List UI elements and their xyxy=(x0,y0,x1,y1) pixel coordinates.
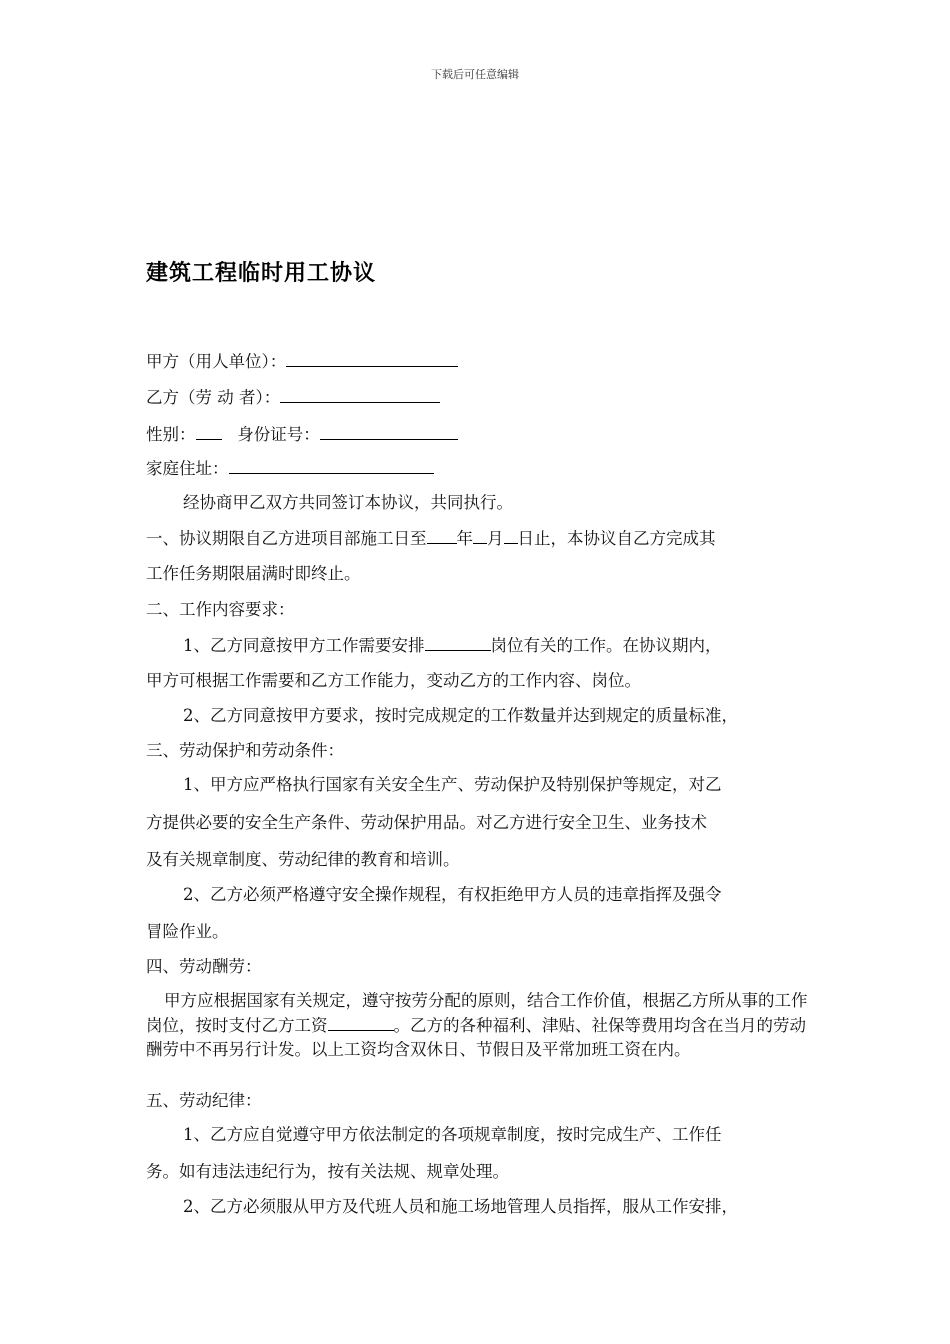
section-5-item-1-cont: 务。如有违法违纪行为，按有关法规、规章处理。 xyxy=(146,1162,509,1181)
gender-id-line xyxy=(146,422,816,446)
intro-text: 经协商甲乙双方共同签订本协议，共同执行。 xyxy=(183,493,513,512)
section-2-item-1-text-a: 1、乙方同意按甲方工作需要安排 xyxy=(183,636,425,655)
section-3-item-2-cont: 冒险作业。 xyxy=(146,922,229,941)
section-1-month-blank[interactable] xyxy=(473,526,487,544)
section-4-heading: 四、劳动酬劳： xyxy=(146,957,262,976)
section-3-item-1: 1、甲方应严格执行国家有关安全生产、劳动保护及特别保护等规定，对乙 xyxy=(183,775,722,794)
section-2-heading: 二、工作内容要求： xyxy=(146,600,295,619)
gender-blank[interactable] xyxy=(196,422,222,440)
section-2-item-1-cont: 甲方可根据工作需要和乙方工作能力，变动乙方的工作内容、岗位。 xyxy=(146,671,641,690)
section-3-item-1-cont-1: 方提供必要的安全生产条件、劳动保护用品。对乙方进行安全卫生、业务技术 xyxy=(146,813,707,832)
section-4-paragraph xyxy=(146,989,818,1062)
party-a-blank[interactable] xyxy=(286,349,458,367)
section-5-item-1: 1、乙方应自觉遵守甲方依法制定的各项规章制度，按时完成生产、工作任 xyxy=(183,1125,722,1144)
section-4-text-a: 甲方应根据国家有关规定，遵守按劳分配的原则，结合工作价值，根据乙方所从事的工作岗位，按时支付乙方工资 xyxy=(146,991,808,1035)
section-4-text-b: 。乙方的各种福利、津贴、社保等费用均含在当月的劳动酬劳中不再另行计发。以上工资均含双休日、节假日及平常加班工资在内。 xyxy=(146,1016,806,1059)
id-number-label: 身份证号： xyxy=(237,425,320,444)
section-2-item-1 xyxy=(183,633,853,657)
party-b-line xyxy=(146,385,816,409)
section-2-position-blank[interactable] xyxy=(425,633,491,651)
party-a-label: 甲方（用人单位）： xyxy=(146,352,287,371)
address-line xyxy=(146,456,816,480)
address-blank[interactable] xyxy=(229,456,434,474)
section-5-heading: 五、劳动纪律： xyxy=(146,1091,262,1110)
section-1-year-label: 年 xyxy=(456,529,473,548)
section-3-heading: 三、劳动保护和劳动条件： xyxy=(146,741,344,760)
party-b-label: 乙方（劳 动 者）： xyxy=(146,388,281,407)
section-1-year-blank[interactable] xyxy=(427,526,457,544)
section-3-item-2: 2、乙方必须严格遵守安全操作规程，有权拒绝甲方人员的违章指挥及强令 xyxy=(183,885,722,904)
page-header-note: 下载后可任意编辑 xyxy=(431,68,519,81)
gender-label: 性别： xyxy=(146,425,196,444)
address-label: 家庭住址： xyxy=(146,459,229,478)
section-3-item-1-cont-2: 及有关规章制度、劳动纪律的教育和培训。 xyxy=(146,850,460,869)
section-5-item-2: 2、乙方必须服从甲方及代班人员和施工场地管理人员指挥，服从工作安排， xyxy=(183,1197,738,1216)
party-b-blank[interactable] xyxy=(280,385,440,403)
section-2-item-1-text-b: 岗位有关的工作。在协议期内， xyxy=(490,636,722,655)
section-1-month-label: 月 xyxy=(487,529,504,548)
section-1-text-a: 一、协议期限自乙方进项目部施工日至 xyxy=(146,529,427,548)
section-1-day-blank[interactable] xyxy=(504,526,518,544)
section-1-line-1 xyxy=(146,526,816,550)
id-number-blank[interactable] xyxy=(320,422,458,440)
section-1-line-2: 工作任务期限届满时即终止。 xyxy=(146,564,361,583)
section-1-text-b: 日止，本协议自乙方完成其 xyxy=(517,529,716,548)
document-title: 建筑工程临时用工协议 xyxy=(146,261,377,286)
section-4-wage-blank[interactable] xyxy=(328,1013,394,1031)
section-2-item-2: 2、乙方同意按甲方要求，按时完成规定的工作数量并达到规定的质量标准， xyxy=(183,706,738,725)
party-a-line xyxy=(146,349,816,373)
